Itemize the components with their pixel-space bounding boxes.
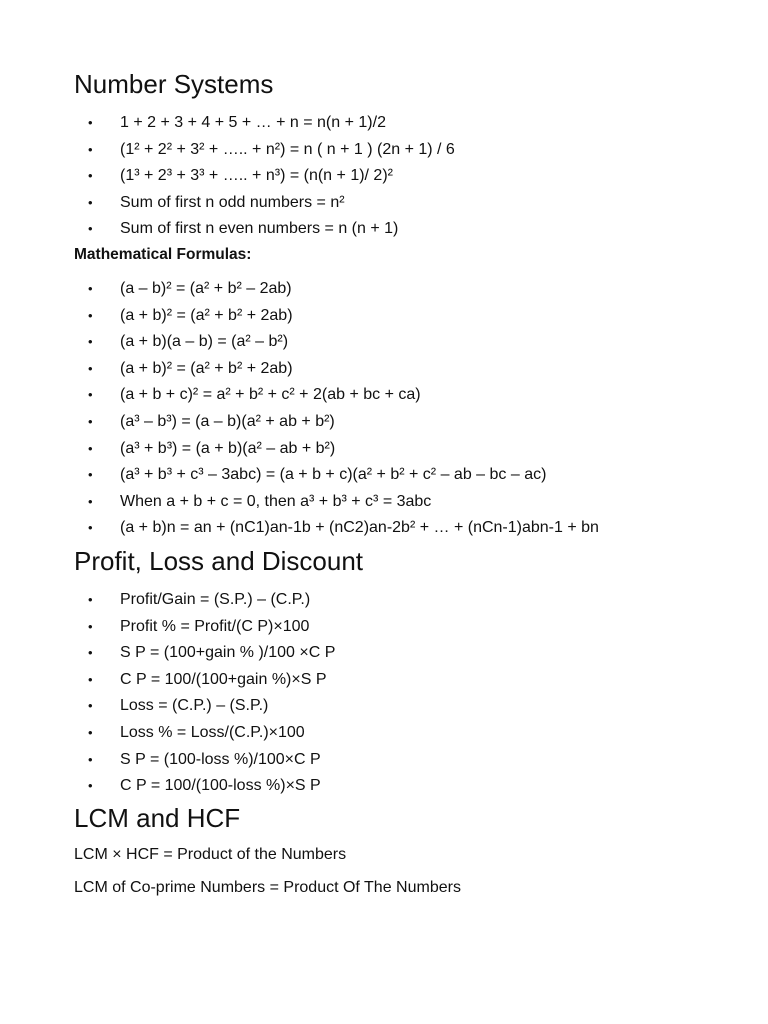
formula-text: When a + b + c = 0, then a³ + b³ + c³ = 3abc <box>120 492 432 510</box>
formula-text: Profit % = Profit/(C P)×100 <box>120 617 310 635</box>
list-item <box>74 409 599 436</box>
formula-text: (a + b + c)² = a² + b² + c² + 2(ab + bc + ca) <box>120 386 421 404</box>
list-item <box>74 747 335 774</box>
list-item <box>74 587 335 614</box>
section-title-profit-loss-discount: Profit, Loss and Discount <box>74 546 364 576</box>
list-item <box>74 667 335 694</box>
bullet-icon: • <box>88 440 93 456</box>
formula-text: (1² + 2² + 3² + ….. + n²) = n ( n + 1 ) (2n + 1) / 6 <box>120 140 455 158</box>
formula-text: (a³ + b³ + c³ – 3abc) = (a + b + c)(a² + b² + c² – ab – bc – ac) <box>120 466 547 484</box>
list-item <box>74 614 335 641</box>
formula-text: 1 + 2 + 3 + 4 + 5 + … + n = n(n + 1)/2 <box>120 114 386 131</box>
list-item <box>74 640 335 667</box>
formula-text: (a – b)² = (a² + b² – 2ab) <box>120 280 292 297</box>
lcm-coprime-formula: LCM of Co-prime Numbers = Product Of The Numbers <box>74 879 461 896</box>
formula-text: (a³ – b³) = (a – b)(a² + ab + b²) <box>120 412 335 430</box>
formula-text: S P = (100+gain % )/100 ×C P <box>120 644 336 662</box>
list-item <box>74 436 599 463</box>
list-item <box>74 356 599 383</box>
bullet-icon: • <box>88 413 93 429</box>
list-item <box>74 720 335 747</box>
bullet-icon: • <box>88 334 93 350</box>
bullet-icon: • <box>88 645 93 661</box>
list-item <box>74 329 599 356</box>
bullet-icon: • <box>88 493 93 509</box>
list-item <box>74 110 455 137</box>
list-item <box>74 216 455 243</box>
number-systems-list <box>74 110 455 243</box>
mathematical-formulas-list <box>74 276 599 542</box>
formula-text: Loss % = Loss/(C.P.)×100 <box>120 723 305 741</box>
lcm-hcf-formula: LCM × HCF = Product of the Numbers <box>74 846 347 863</box>
list-item <box>74 303 599 330</box>
list-item <box>74 489 599 516</box>
bullet-icon: • <box>88 307 93 323</box>
formula-text: C P = 100/(100-loss %)×S P <box>120 777 321 795</box>
section-title-number-systems: Number Systems <box>74 69 274 99</box>
bullet-icon: • <box>88 115 93 130</box>
formula-text: (a³ + b³) = (a + b)(a² – ab + b²) <box>120 439 336 457</box>
formula-text: (a + b)² = (a² + b² + 2ab) <box>120 359 293 377</box>
formula-text: (1³ + 2³ + 3³ + ….. + n³) = (n(n + 1)/ 2)² <box>120 167 393 185</box>
bullet-icon: • <box>88 751 93 767</box>
list-item <box>74 462 599 489</box>
bullet-icon: • <box>88 592 93 607</box>
bullet-icon: • <box>88 221 93 237</box>
bullet-icon: • <box>88 671 93 687</box>
formula-text: Sum of first n odd numbers = n² <box>120 193 345 211</box>
profit-loss-list <box>74 587 335 800</box>
formula-text: Sum of first n even numbers = n (n + 1) <box>120 220 399 238</box>
list-item <box>74 382 599 409</box>
formula-text: (a + b)(a – b) = (a² – b²) <box>120 333 289 351</box>
bullet-icon: • <box>88 360 93 376</box>
formula-text: S P = (100-loss %)/100×C P <box>120 750 321 768</box>
bullet-icon: • <box>88 520 93 536</box>
formula-text: (a + b)n = an + (nC1)an-1b + (nC2)an-2b² + … + (nCn-1)abn-1 + bn <box>120 519 599 537</box>
formula-text: Loss = (C.P.) – (S.P.) <box>120 697 269 715</box>
bullet-icon: • <box>88 698 93 714</box>
formula-text: (a + b)² = (a² + b² + 2ab) <box>120 306 293 324</box>
list-item <box>74 190 455 217</box>
list-item <box>74 276 599 303</box>
bullet-icon: • <box>88 467 93 483</box>
list-item <box>74 515 599 542</box>
bullet-icon: • <box>88 168 93 184</box>
bullet-icon: • <box>88 387 93 403</box>
bullet-icon: • <box>88 141 93 157</box>
bullet-icon: • <box>88 618 93 634</box>
formula-text: Profit/Gain = (S.P.) – (C.P.) <box>120 591 311 608</box>
bullet-icon: • <box>88 194 93 210</box>
formula-text: C P = 100/(100+gain %)×S P <box>120 670 327 688</box>
list-item <box>74 773 335 800</box>
bullet-icon: • <box>88 724 93 740</box>
section-title-lcm-hcf: LCM and HCF <box>74 803 241 833</box>
bullet-icon: • <box>88 281 93 296</box>
bullet-icon: • <box>88 778 93 794</box>
list-item <box>74 693 335 720</box>
list-item <box>74 163 455 190</box>
list-item <box>74 137 455 164</box>
section-title-mathematical-formulas: Mathematical Formulas: <box>74 246 252 263</box>
